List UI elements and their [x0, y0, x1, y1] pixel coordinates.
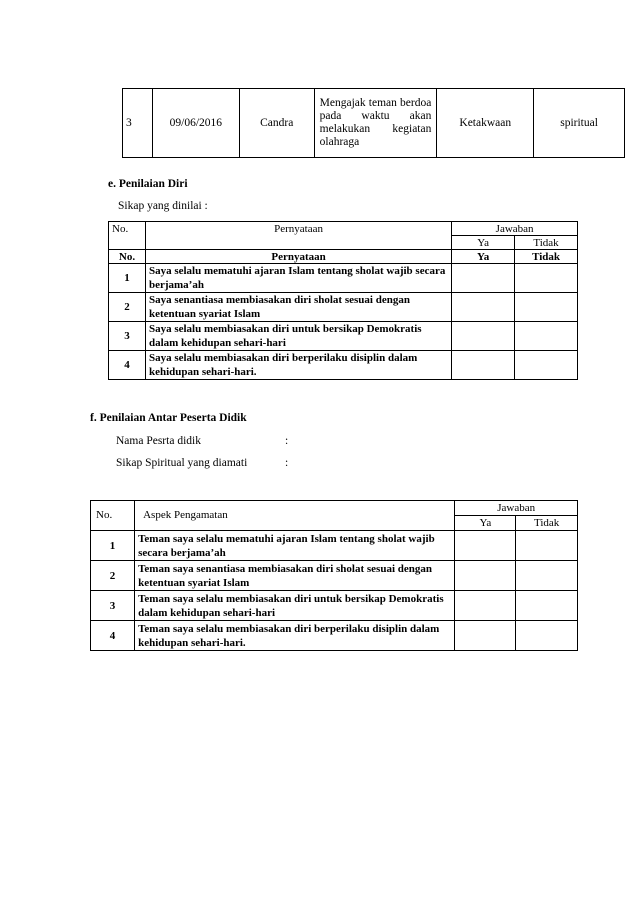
- row-statement: Teman saya senantiasa membiasakan diri sholat sesuai dengan ketentuan syariat Islam: [135, 561, 455, 591]
- table-row: [109, 351, 578, 380]
- header-answer: Jawaban: [452, 222, 578, 236]
- row-no: 2: [91, 561, 135, 591]
- student-name-label: Nama Pesrta didik: [116, 435, 201, 447]
- attitude-label: Sikap yang dinilai :: [118, 200, 208, 212]
- answer-yes-cell[interactable]: [452, 351, 515, 380]
- row-no: 4: [91, 621, 135, 651]
- row-statement: Saya selalu membiasakan diri berperilaku disiplin dalam kehidupan sehari-hari.: [145, 351, 451, 380]
- header-yes: Ya: [452, 236, 515, 250]
- cell-value: Ketakwaan: [437, 89, 534, 158]
- header-statement: Pernyataan: [145, 222, 451, 250]
- answer-no-cell[interactable]: [516, 561, 578, 591]
- header-yes: Ya: [455, 516, 516, 531]
- answer-no-cell[interactable]: [516, 591, 578, 621]
- header-no-answer-repeat: Tidak: [515, 250, 578, 264]
- table-header-row: [109, 222, 578, 236]
- cell-no: 3: [123, 89, 153, 158]
- row-statement: Teman saya selalu membiasakan diri untuk bersikap Demokratis dalam kehidupan sehari-hari: [135, 591, 455, 621]
- row-no: 1: [109, 264, 146, 293]
- answer-yes-cell[interactable]: [452, 293, 515, 322]
- row-statement: Saya selalu mematuhi ajaran Islam tentang sholat wajib secara berjama’ah: [145, 264, 451, 293]
- answer-no-cell[interactable]: [516, 531, 578, 561]
- row-no: 4: [109, 351, 146, 380]
- table-row: [109, 264, 578, 293]
- answer-no-cell[interactable]: [515, 293, 578, 322]
- row-no: 1: [91, 531, 135, 561]
- cell-description: Mengajak teman berdoa pada waktu akan melakukan kegiatan olahraga: [314, 89, 437, 158]
- table-row: [123, 89, 625, 158]
- row-statement: Saya selalu membiasakan diri untuk bersikap Demokratis dalam kehidupan sehari-hari: [145, 322, 451, 351]
- answer-no-cell[interactable]: [516, 621, 578, 651]
- table-row: [109, 293, 578, 322]
- observation-table: [122, 88, 625, 158]
- header-yes-repeat: Ya: [452, 250, 515, 264]
- observed-attitude-label: Sikap Spiritual yang diamati: [116, 457, 248, 469]
- row-no: 3: [109, 322, 146, 351]
- answer-yes-cell[interactable]: [455, 561, 516, 591]
- table-row: [109, 322, 578, 351]
- table-row: [91, 621, 578, 651]
- header-no-answer: Tidak: [516, 516, 578, 531]
- observed-attitude-colon: :: [285, 457, 289, 469]
- row-no: 3: [91, 591, 135, 621]
- header-aspect: Aspek Pengamatan: [135, 501, 455, 531]
- answer-yes-cell[interactable]: [455, 621, 516, 651]
- answer-no-cell[interactable]: [515, 264, 578, 293]
- answer-yes-cell[interactable]: [455, 531, 516, 561]
- section-f-heading: f. Penilaian Antar Peserta Didik: [90, 412, 247, 424]
- answer-no-cell[interactable]: [515, 322, 578, 351]
- header-no-repeat: No.: [109, 250, 146, 264]
- header-no: No.: [91, 501, 135, 531]
- header-answer: Jawaban: [455, 501, 578, 516]
- self-assessment-table: [108, 221, 578, 380]
- section-e-heading: e. Penilaian Diri: [108, 178, 188, 190]
- answer-yes-cell[interactable]: [452, 322, 515, 351]
- cell-type: spiritual: [534, 89, 625, 158]
- table-row: [91, 561, 578, 591]
- row-no: 2: [109, 293, 146, 322]
- cell-name: Candra: [239, 89, 314, 158]
- table-header-row: [109, 250, 578, 264]
- answer-yes-cell[interactable]: [452, 264, 515, 293]
- header-statement-repeat: Pernyataan: [145, 250, 451, 264]
- header-no-answer: Tidak: [515, 236, 578, 250]
- table-row: [91, 591, 578, 621]
- row-statement: Saya senantiasa membiasakan diri sholat sesuai dengan ketentuan syariat Islam: [145, 293, 451, 322]
- answer-yes-cell[interactable]: [455, 591, 516, 621]
- table-row: [91, 531, 578, 561]
- answer-no-cell[interactable]: [515, 351, 578, 380]
- row-statement: Teman saya selalu mematuhi ajaran Islam tentang sholat wajib secara berjama’ah: [135, 531, 455, 561]
- row-statement: Teman saya selalu membiasakan diri berperilaku disiplin dalam kehidupan sehari-hari.: [135, 621, 455, 651]
- student-name-colon: :: [285, 435, 289, 447]
- table-header-row: [91, 501, 578, 516]
- cell-date: 09/06/2016: [152, 89, 239, 158]
- header-no: No.: [109, 222, 146, 250]
- peer-assessment-table: [90, 500, 578, 651]
